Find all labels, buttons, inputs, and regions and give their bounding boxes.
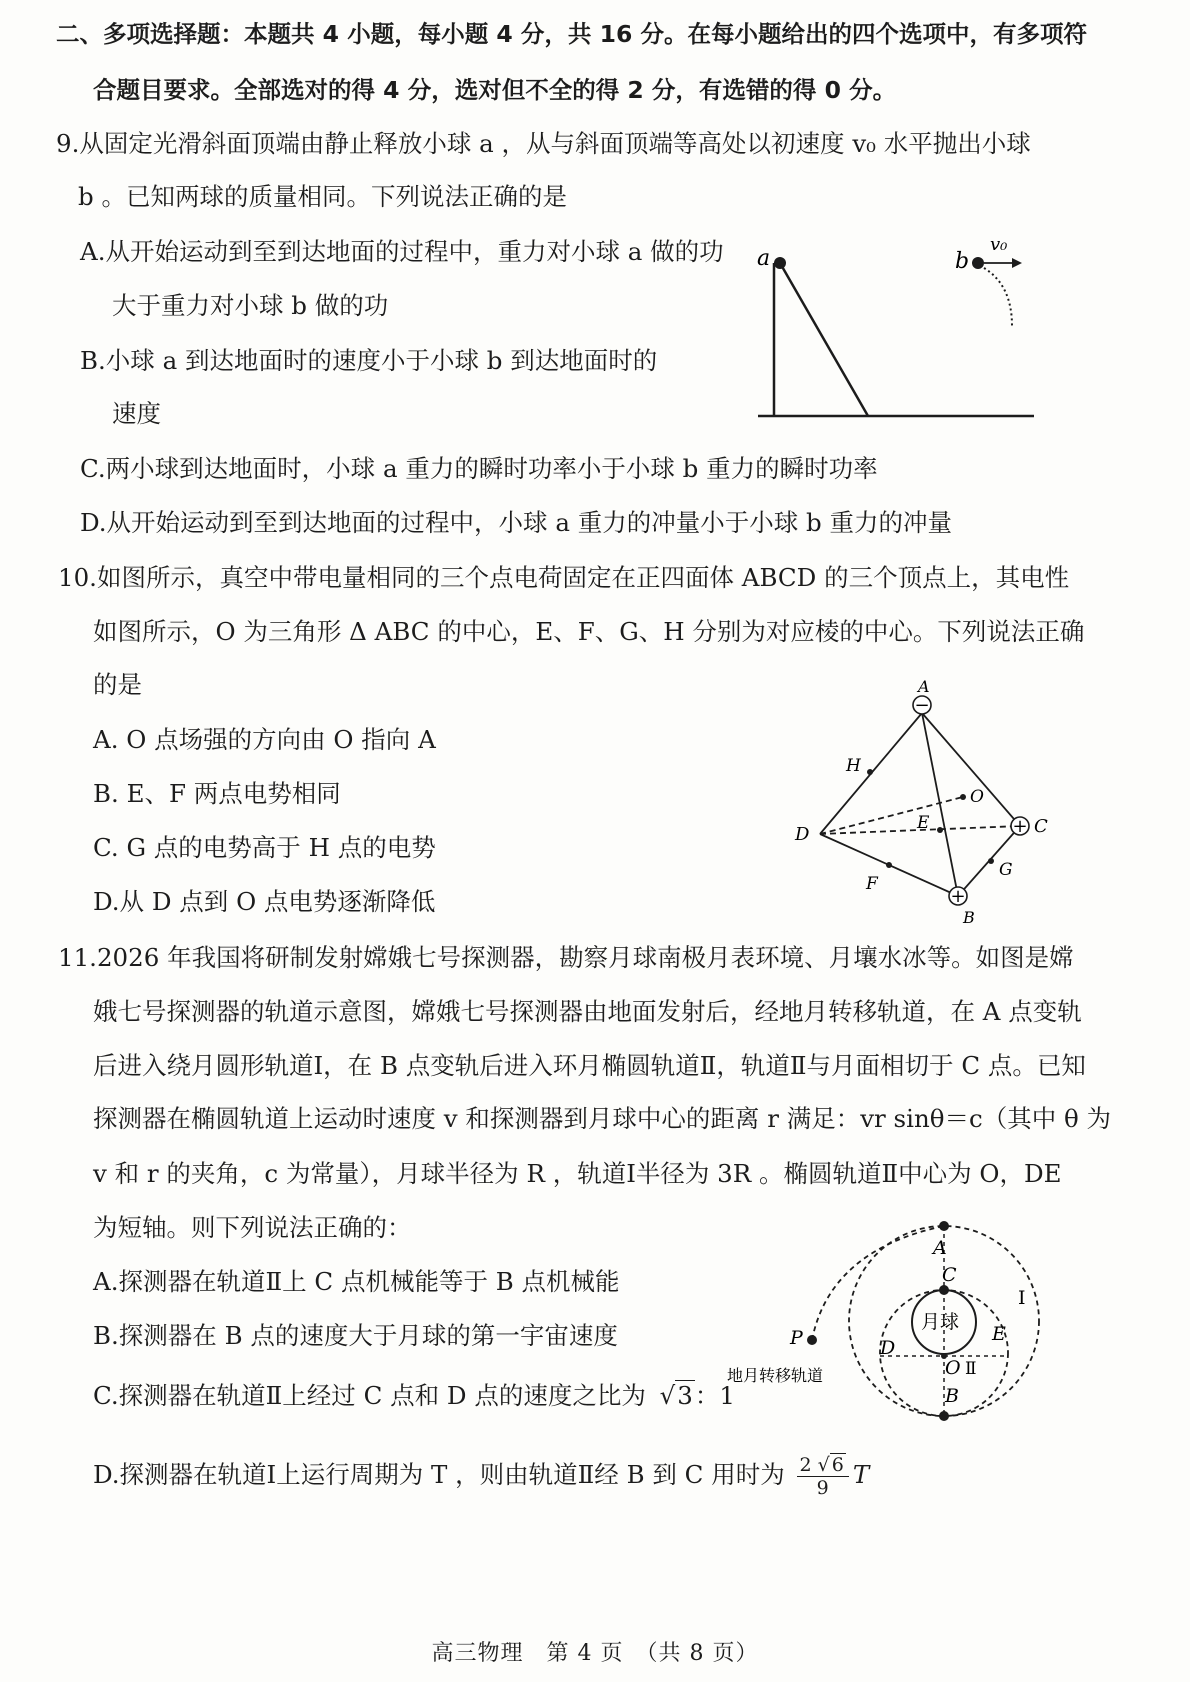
q11-option-c-text: C.探测器在轨道Ⅱ上经过 C 点和 D 点的速度之比为 bbox=[93, 1381, 646, 1410]
q9-option-c: C.两小球到达地面时，小球 a 重力的瞬时功率小于小球 b 重力的瞬时功率 bbox=[80, 454, 878, 483]
period-symbol: T bbox=[852, 1460, 870, 1489]
q11-option-a: A.探测器在轨道Ⅱ上 C 点机械能等于 B 点机械能 bbox=[93, 1267, 620, 1296]
label-g: G bbox=[999, 860, 1013, 880]
q11-stem-line3: 后进入绕月圆形轨道Ⅰ，在 B 点变轨后进入环月椭圆轨道Ⅱ，轨道Ⅱ与月面相切于 C 点。已知 bbox=[93, 1051, 1086, 1080]
label-p: P bbox=[790, 1327, 803, 1349]
q11-option-d-text: D.探测器在轨道Ⅰ上运行周期为 T ，则由轨道Ⅱ经 B 到 C 用时为 bbox=[93, 1460, 785, 1489]
q9-option-b-line2: 速度 bbox=[112, 399, 161, 428]
q10-stem-line1: 10.如图所示，真空中带电量相同的三个点电荷固定在正四面体 ABCD 的三个顶点上，其电性 bbox=[58, 563, 1070, 592]
ball-a-label: a bbox=[757, 246, 771, 271]
q9-option-a-line1: A.从开始运动到至到达地面的过程中，重力对小球 a 做的功 bbox=[80, 237, 724, 266]
charge-a-sign: − bbox=[914, 695, 930, 716]
q11-stem-line5: v 和 r 的夹角，c 为常量），月球半径为 R ，轨道Ⅰ半径为 3R 。椭圆轨道Ⅱ中心为 O，DE bbox=[93, 1159, 1062, 1188]
q10-option-d: D.从 D 点到 O 点电势逐渐降低 bbox=[93, 887, 436, 916]
sqrt-radicand: 3 bbox=[677, 1381, 693, 1410]
transfer-orbit-label: 地月转移轨道 bbox=[727, 1366, 824, 1385]
label-f: F bbox=[866, 874, 878, 894]
ratio-tail: ：1 bbox=[694, 1381, 735, 1410]
numerator-coefficient: 2 bbox=[799, 1454, 812, 1476]
label-d: D bbox=[795, 824, 810, 845]
q10-stem-line2: 如图所示，O 为三角形 Δ ABC 的中心，E、F、G、H 分别为对应棱的中心。下列说法正确 bbox=[93, 617, 1085, 646]
label-h: H bbox=[846, 756, 861, 776]
label-e: E bbox=[917, 813, 930, 833]
point-p bbox=[807, 1335, 817, 1345]
sqrt-sign: √ bbox=[659, 1381, 676, 1410]
label-a: A bbox=[933, 1237, 947, 1259]
fraction-denominator: 9 bbox=[816, 1477, 829, 1499]
numerator-radicand: 6 bbox=[831, 1454, 844, 1476]
label-a: A bbox=[918, 677, 930, 696]
point-c bbox=[939, 1285, 949, 1295]
q11-stem-line4: 探测器在椭圆轨道上运动时速度 v 和探测器到月球中心的距离 r 满足：vr sinθ＝c（其中 θ 为 bbox=[93, 1104, 1112, 1133]
label-o: O bbox=[970, 787, 984, 807]
velocity-label: v₀ bbox=[990, 234, 1008, 255]
page-footer: 高三物理 第 4 页 （共 8 页） bbox=[431, 1641, 759, 1666]
point-b bbox=[939, 1411, 949, 1421]
q10-stem-line3: 的是 bbox=[93, 670, 142, 699]
label-o: O bbox=[945, 1357, 961, 1379]
q9-stem-line1: 9.从固定光滑斜面顶端由静止释放小球 a ，从与斜面顶端等高处以初速度 v₀ 水平抛出小球 bbox=[56, 129, 1031, 158]
orbit-1-label: Ⅰ bbox=[1018, 1287, 1026, 1309]
label-c: C bbox=[1034, 816, 1048, 837]
section-header-line2: 合题目要求。全部选对的得 4 分，选对但不全的得 2 分，有选错的得 0 分。 bbox=[93, 76, 897, 104]
label-c: C bbox=[942, 1264, 957, 1286]
section-header-line1: 二、多项选择题：本题共 4 小题，每小题 4 分，共 16 分。在每小题给出的四个选项中，有多项符 bbox=[56, 20, 1087, 48]
q11-option-b: B.探测器在 B 点的速度大于月球的第一宇宙速度 bbox=[93, 1321, 618, 1350]
q9-option-d: D.从开始运动到至到达地面的过程中，小球 a 重力的冲量小于小球 b 重力的冲量 bbox=[80, 508, 952, 537]
fraction-numerator: 2 √ 6 bbox=[797, 1454, 849, 1477]
label-b: B bbox=[963, 908, 975, 927]
ball-b-label: b bbox=[955, 249, 970, 274]
q10-option-c: C. G 点的电势高于 H 点的电势 bbox=[93, 833, 436, 862]
q10-option-a: A. O 点场强的方向由 O 指向 A bbox=[93, 725, 436, 754]
charge-b-sign: + bbox=[950, 886, 966, 907]
q11-stem-line6: 为短轴。则下列说法正确的： bbox=[93, 1213, 412, 1242]
label-d: D bbox=[880, 1337, 896, 1359]
moon-label: 月球 bbox=[921, 1311, 960, 1333]
q9-option-a-line2: 大于重力对小球 b 做的功 bbox=[112, 291, 389, 320]
q10-option-b: B. E、F 两点电势相同 bbox=[93, 779, 341, 808]
label-b: B bbox=[945, 1385, 959, 1407]
label-e: E bbox=[992, 1323, 1006, 1345]
q9-option-b-line1: B.小球 a 到达地面时的速度小于小球 b 到达地面时的 bbox=[80, 346, 658, 375]
point-a bbox=[939, 1221, 949, 1231]
q9-stem-line2: b 。已知两球的质量相同。下列说法正确的是 bbox=[78, 182, 567, 211]
q11-stem-line1: 11.2026 年我国将研制发射嫦娥七号探测器，勘察月球南极月表环境、月壤水冰等。如图是嫦 bbox=[58, 943, 1074, 972]
charge-c-sign: + bbox=[1012, 816, 1028, 837]
orbit-2-label: Ⅱ bbox=[965, 1359, 977, 1379]
q11-stem-line2: 娥七号探测器的轨道示意图，嫦娥七号探测器由地面发射后，经地月转移轨道，在 A 点变轨 bbox=[93, 997, 1082, 1026]
